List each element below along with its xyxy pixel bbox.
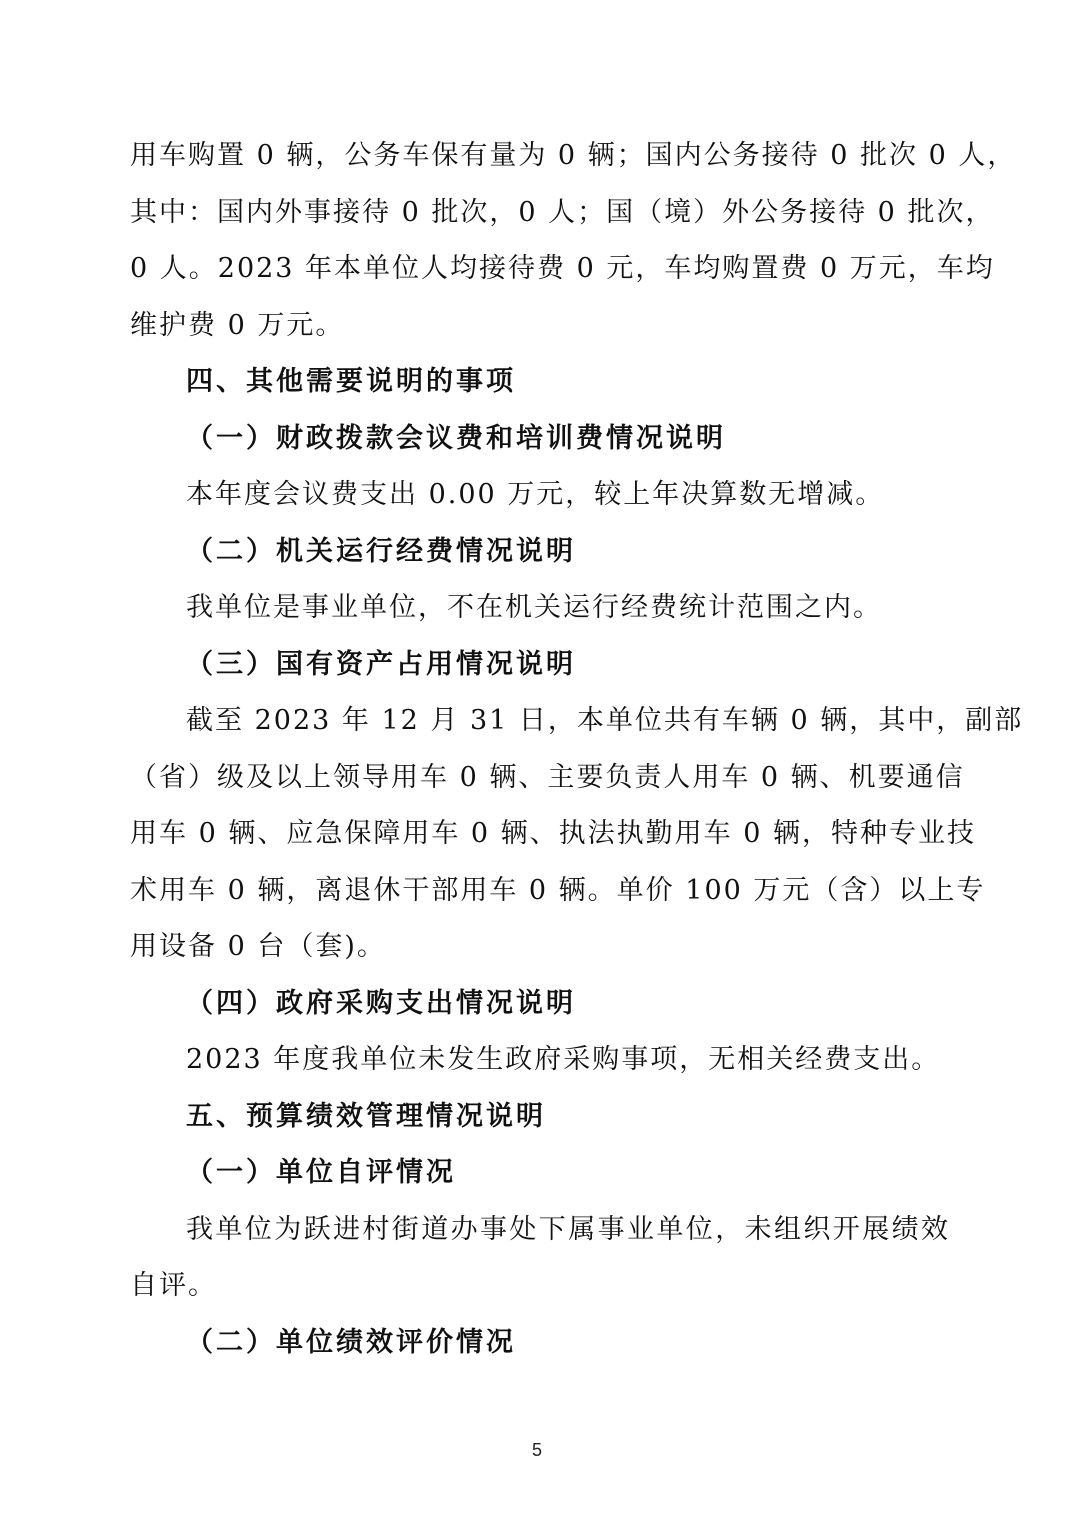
body-text-line: 2023 年度我单位未发生政府采购事项，无相关经费支出。: [186, 1044, 941, 1075]
body-text-line: 其中：国内外事接待 0 批次，0 人；国（境）外公务接待 0 批次，: [130, 197, 995, 228]
subsection-heading: （四）政府采购支出情况说明: [186, 988, 576, 1019]
section-heading-5: 五、预算绩效管理情况说明: [186, 1101, 546, 1132]
body-text-line: 自评。: [130, 1270, 217, 1301]
page-number: 5: [531, 1440, 542, 1460]
body-text-line: 用设备 0 台（套)。: [130, 931, 386, 962]
body-text-line: 用车购置 0 辆，公务车保有量为 0 辆；国内公务接待 0 批次 0 人，: [130, 140, 1017, 171]
subsection-heading: （一）单位自评情况: [186, 1157, 456, 1188]
body-text-line: 本年度会议费支出 0.00 万元，较上年决算数无增减。: [186, 479, 885, 510]
body-text-line: 截至 2023 年 12 月 31 日，本单位共有车辆 0 辆，其中，副部: [186, 705, 1024, 736]
body-text-line: 用车 0 辆、应急保障用车 0 辆、执法执勤用车 0 辆，特种专业技: [130, 818, 977, 849]
body-text-line: 我单位是事业单位，不在机关运行经费统计范围之内。: [186, 592, 882, 623]
subsection-heading: （一）财政拨款会议费和培训费情况说明: [186, 423, 726, 454]
subsection-heading: （三）国有资产占用情况说明: [186, 649, 576, 680]
body-text-line: 维护费 0 万元。: [130, 310, 345, 341]
subsection-heading: （二）单位绩效评价情况: [186, 1327, 516, 1358]
subsection-heading: （二）机关运行经费情况说明: [186, 536, 576, 567]
body-text-line: 术用车 0 辆，离退休干部用车 0 辆。单价 100 万元（含）以上专: [130, 875, 986, 906]
body-text-line: 我单位为跃进村街道办事处下属事业单位，未组织开展绩效: [186, 1214, 950, 1245]
body-text-line: 0 人。2023 年本单位人均接待费 0 元，车均购置费 0 万元，车均: [130, 253, 995, 284]
section-heading-4: 四、其他需要说明的事项: [186, 366, 516, 397]
body-text-line: （省）级及以上领导用车 0 辆、主要负责人用车 0 辆、机要通信: [130, 762, 965, 793]
